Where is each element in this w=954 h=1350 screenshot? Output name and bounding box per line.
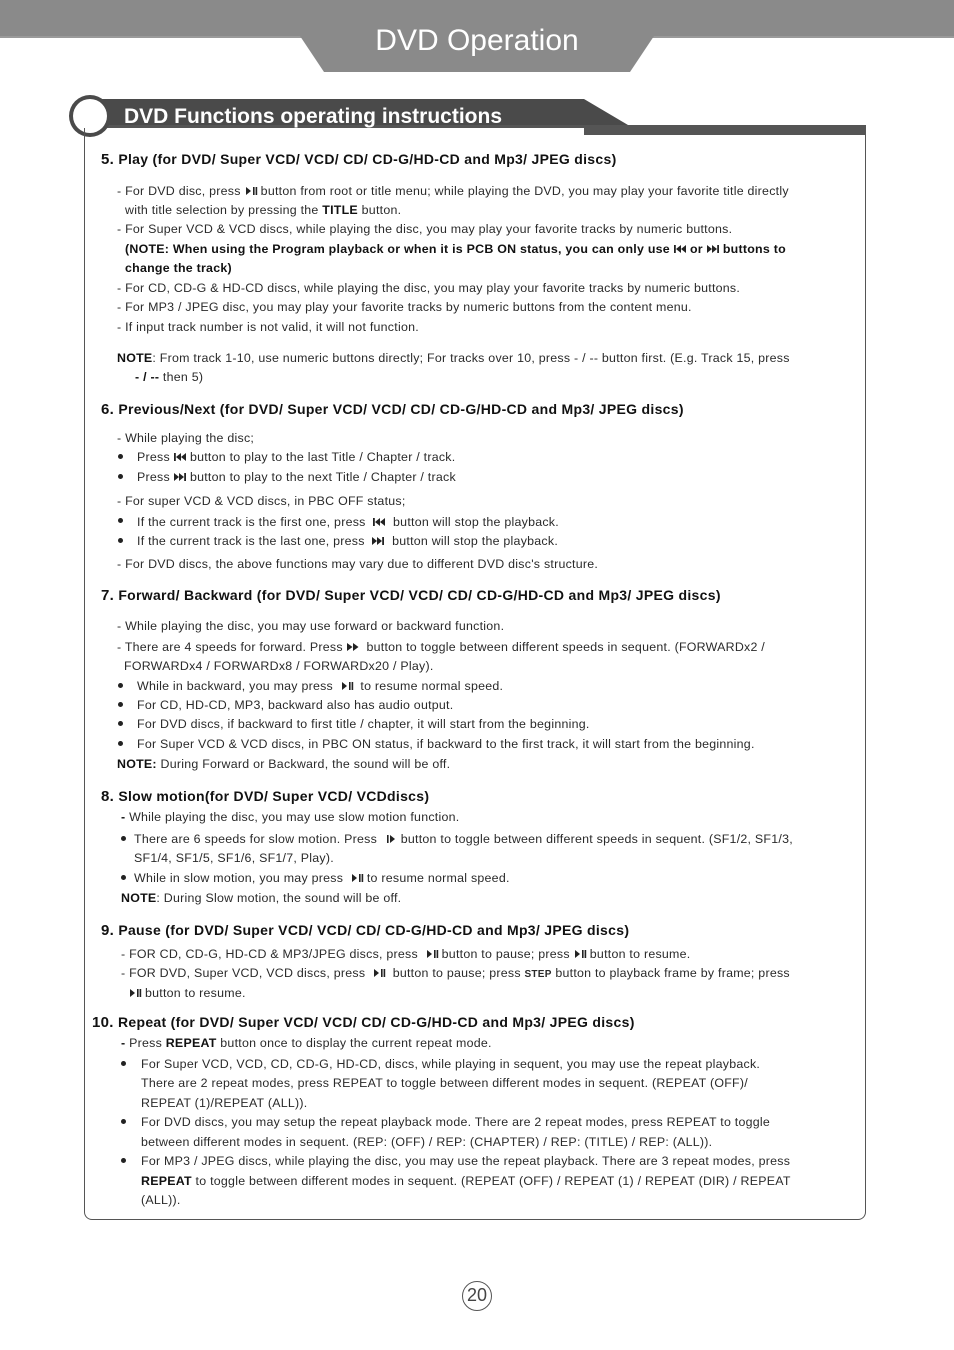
bullet xyxy=(118,702,123,707)
list-item: SF1/4, SF1/5, SF1/6, SF1/7, Play). xyxy=(134,851,334,865)
page-title: DVD Operation xyxy=(375,24,579,57)
text-line: - While playing the disc, you may use forward or backward function. xyxy=(117,619,505,633)
text-line: - For CD, CD-G & HD-CD discs, while playing the disc, you may play your favorite tracks by numeric buttons. xyxy=(117,281,741,295)
bullet xyxy=(118,683,123,688)
list-item: REPEAT to toggle between different modes in sequent. (REPEAT (OFF) / REPEAT (1) / REPEAT (DIR) / REPEAT xyxy=(141,1174,791,1188)
list-item: If the current track is the first one, press button will stop the playback. xyxy=(137,515,559,529)
page-number: 20 xyxy=(462,1281,492,1311)
text-line: - While playing the disc, you may use slow motion function. xyxy=(121,810,460,824)
bullet xyxy=(118,721,123,726)
list-item: For DVD discs, if backward to first title / chapter, it will start from the beginning. xyxy=(137,717,590,731)
section-title: DVD Functions operating instructions xyxy=(124,105,503,128)
play-pause-icon xyxy=(425,949,439,959)
text-line: - For DVD discs, the above functions may vary due to different DVD disc's structure. xyxy=(117,557,599,571)
section-7-heading: 7. Forward/ Backward (for DVD/ Super VCD/ VCD/ CD/ CD-G/HD-CD and Mp3/ JPEG discs) xyxy=(101,587,721,604)
bullet xyxy=(121,836,126,841)
list-item: There are 6 speeds for slow motion. Press button to toggle between different speeds in sequent. (SF1/2, SF1/3, xyxy=(134,832,793,846)
play-pause-icon xyxy=(340,681,354,691)
program-note: (NOTE: When using the Program playback or when it is PCB ON status, you can only use or buttons to xyxy=(125,242,786,256)
note: - / -- then 5) xyxy=(135,370,204,384)
text-line: FORWARDx4 / FORWARDx8 / FORWARDx20 / Play). xyxy=(124,659,434,673)
section-5-heading: 5. Play (for DVD/ Super VCD/ VCD/ CD/ CD-G/HD-CD and Mp3/ JPEG discs) xyxy=(101,151,617,168)
section-10-heading: 10. Repeat (for DVD/ Super VCD/ VCD/ CD/ CD-G/HD-CD and Mp3/ JPEG discs) xyxy=(92,1014,635,1031)
text-line: - While playing the disc; xyxy=(117,431,255,445)
previous-icon xyxy=(372,517,386,527)
list-item: Press button to play to the next Title / Chapter / track xyxy=(137,470,456,484)
bullet xyxy=(121,1119,126,1124)
list-item: between different modes in sequent. (REP: (OFF) / REP: (CHAPTER) / REP: (TITLE) / REP: (ALL)). xyxy=(141,1135,713,1149)
list-item: While in slow motion, you may press to resume normal speed. xyxy=(134,871,510,885)
text-line: - If input track number is not valid, it will not function. xyxy=(117,320,419,334)
bullet xyxy=(121,1061,126,1066)
bullet xyxy=(118,454,123,459)
bullet xyxy=(118,518,123,523)
text-line: - Press REPEAT button once to display the current repeat mode. xyxy=(121,1036,492,1050)
text-line: - For Super VCD & VCD discs, while playing the disc, you may play your favorite tracks by numeric buttons. xyxy=(117,222,733,236)
bullet xyxy=(118,741,123,746)
list-item: For DVD discs, you may setup the repeat playback mode. There are 2 repeat modes, press REPEAT to toggle xyxy=(141,1115,771,1129)
list-item: There are 2 repeat modes, press REPEAT to toggle between different modes in sequent. (REPEAT (OFF)/ xyxy=(141,1076,748,1090)
list-item: For CD, HD-CD, MP3, backward also has audio output. xyxy=(137,698,454,712)
text-line: - There are 4 speeds for forward. Press button to toggle between different speeds in sequent. (FORWARDx2 / xyxy=(117,640,766,654)
section-8-heading: 8. Slow motion(for DVD/ Super VCD/ VCDdiscs) xyxy=(101,788,430,805)
play-pause-icon xyxy=(573,949,587,959)
text-line: button to resume. xyxy=(128,985,246,1001)
note: NOTE: During Slow motion, the sound will be off. xyxy=(121,891,402,905)
previous-icon xyxy=(673,244,687,254)
list-item: If the current track is the last one, press button will stop the playback. xyxy=(137,534,559,548)
bullet xyxy=(118,538,123,543)
bullet xyxy=(118,474,123,479)
next-icon xyxy=(173,472,187,482)
play-pause-icon xyxy=(128,988,142,998)
note: NOTE: During Forward or Backward, the sound will be off. xyxy=(117,757,451,771)
list-item: REPEAT (1)/REPEAT (ALL)). xyxy=(141,1096,308,1110)
text-line: - For MP3 / JPEG disc, you may play your favorite tracks by numeric buttons from the content menu. xyxy=(117,300,692,314)
list-item: While in backward, you may press to resume normal speed. xyxy=(137,679,504,693)
list-item: For Super VCD, VCD, CD, CD-G, HD-CD, discs, while playing in sequent, you may use the repeat playback. xyxy=(141,1057,761,1071)
slow-motion-icon xyxy=(384,834,398,844)
list-item: For Super VCD & VCD discs, in PBC ON status, if backward to the first track, it will start from the beginning. xyxy=(137,737,755,751)
bullet xyxy=(121,1158,126,1163)
play-pause-icon xyxy=(350,873,364,883)
text-line: - FOR CD, CD-G, HD-CD & MP3/JPEG discs, press button to pause; press button to resume. xyxy=(121,947,691,961)
play-pause-icon xyxy=(244,186,258,196)
text-line: - For super VCD & VCD discs, in PBC OFF status; xyxy=(117,494,406,508)
text-line: with title selection by pressing the TITLE button. xyxy=(125,203,402,217)
text-line: - FOR DVD, Super VCD, VCD discs, press button to pause; press STEP button to playback frame by frame; press xyxy=(121,966,790,980)
next-icon xyxy=(371,536,385,546)
text-line: - For DVD disc, press button from root or title menu; while playing the DVD, you may play your favorite title directly xyxy=(117,184,789,198)
fast-forward-icon xyxy=(346,642,360,652)
next-icon xyxy=(706,244,720,254)
section-9-heading: 9. Pause (for DVD/ Super VCD/ VCD/ CD/ CD-G/HD-CD and Mp3/ JPEG discs) xyxy=(101,922,630,939)
note: NOTE: From track 1-10, use numeric buttons directly; For tracks over 10, press - / -- button first. (E.g. Track 15, press xyxy=(117,351,790,365)
previous-icon xyxy=(173,452,187,462)
program-note: change the track) xyxy=(125,261,232,275)
list-item: Press button to play to the last Title / Chapter / track. xyxy=(137,450,456,464)
list-item: (ALL)). xyxy=(141,1193,181,1207)
list-item: For MP3 / JPEG discs, while playing the disc, you may use the repeat playback. There are 3 repeat modes, press xyxy=(141,1154,791,1168)
bullet xyxy=(121,875,126,880)
section-6-heading: 6. Previous/Next (for DVD/ Super VCD/ VCD/ CD/ CD-G/HD-CD and Mp3/ JPEG discs) xyxy=(101,401,684,418)
play-pause-icon xyxy=(372,968,386,978)
